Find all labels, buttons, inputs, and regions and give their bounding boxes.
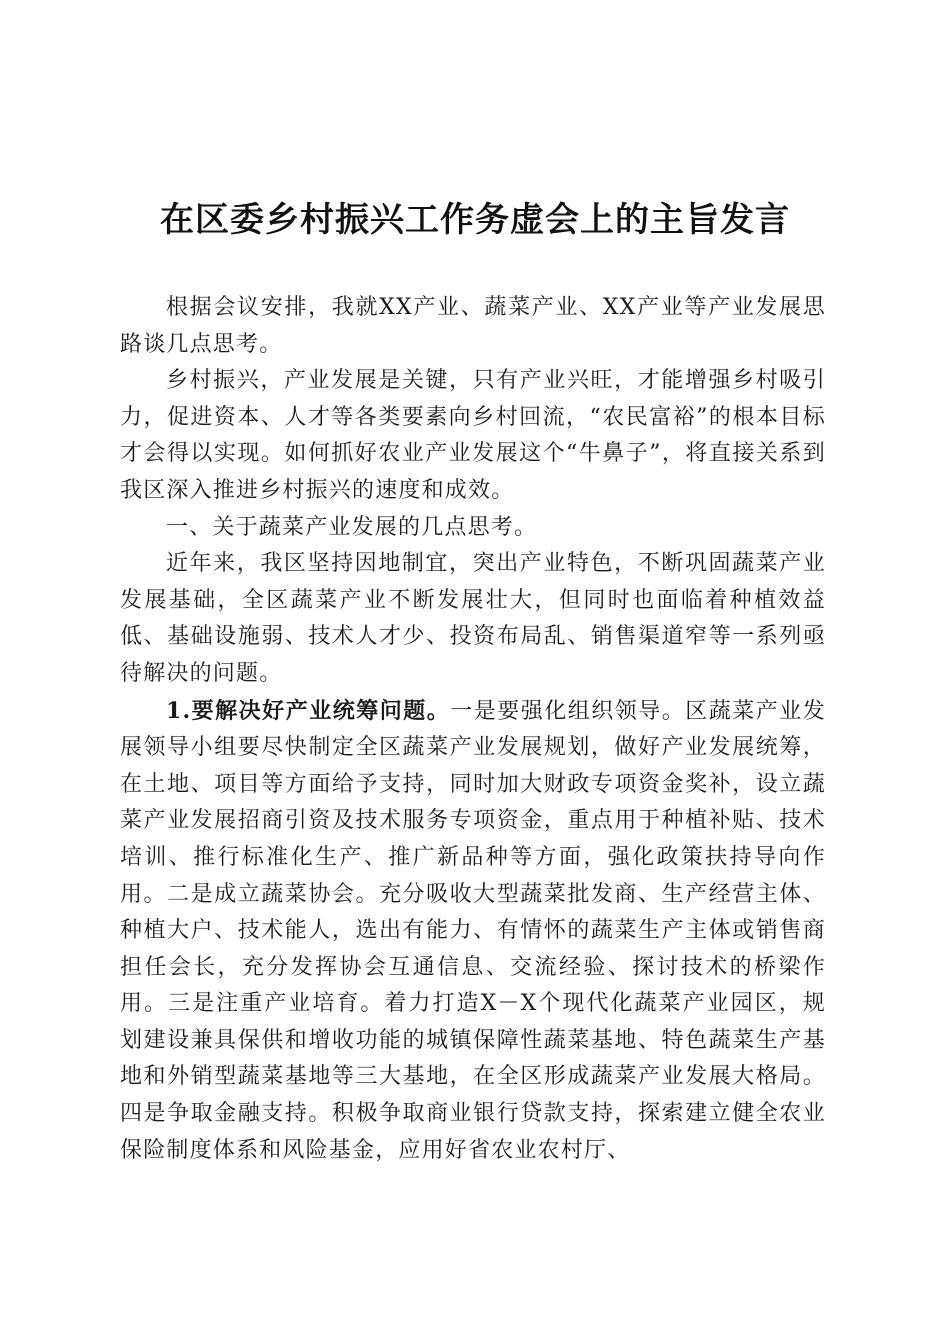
document-body xyxy=(120,290,826,1169)
paragraph-industry-coordination-body: 一是要强化组织领导。区蔬菜产业发展领导小组要尽快制定全区蔬菜产业发展规划，做好产业发展统筹，在土地、项目等方面给予支持，同时加大财政专项资金奖补，设立蔬菜产业发展招商引资及技术服务专项资金，重点用于种植补贴、技术培训、推行标准化生产、推广新品种等方面，强化政策扶持导向作用。二是成立蔬菜协会。充分吸收大型蔬菜批发商、生产经营主体、种植大户、技术能人，选出有能力、有情怀的蔬菜生产主体或销售商担任会长，充分发挥协会互通信息、交流经验、探讨技术的桥梁作用。三是注重产业培育。着力打造X－X个现代化蔬菜产业园区，规划建设兼具保供和增收功能的城镇保障性蔬菜基地、特色蔬菜生产基地和外销型蔬菜基地等三大基地，在全区形成蔬菜产业发展大格局。四是争取金融支持。积极争取商业银行贷款支持，探索建立健全农业保险制度体系和风险基金，应用好省农业农村厅、 xyxy=(120,698,827,1163)
section-heading-vegetable: 一、关于蔬菜产业发展的几点思考。 xyxy=(166,514,538,540)
subheading-industry-coordination: 1.要解决好产业统筹问题。 xyxy=(166,697,451,724)
paragraph-industry-coordination xyxy=(120,693,826,1170)
paragraph-vegetable-overview: 近年来，我区坚持因地制宜，突出产业特色，不断巩固蔬菜产业发展基础，全区蔬菜产业不断发展壮大，但同时也面临着种植效益低、基础设施弱、技术人才少、投资布局乱、销售渠道窄等一系列亟待解决的问题。 xyxy=(120,551,826,686)
document-title: 在区委乡村振兴工作务虚会上的主旨发言 xyxy=(160,200,790,240)
paragraph-intro: 根据会议安排，我就XX产业、蔬菜产业、XX产业等产业发展思路谈几点思考。 xyxy=(120,295,826,357)
paragraph-rural-revitalization: 乡村振兴，产业发展是关键，只有产业兴旺，才能增强乡村吸引力，促进资本、人才等各类要素向乡村回流，“农民富裕”的根本目标才会得以实现。如何抓好农业产业发展这个“牛鼻子”，将直接关系到我区深入推进乡村振兴的速度和成效。 xyxy=(120,368,826,503)
